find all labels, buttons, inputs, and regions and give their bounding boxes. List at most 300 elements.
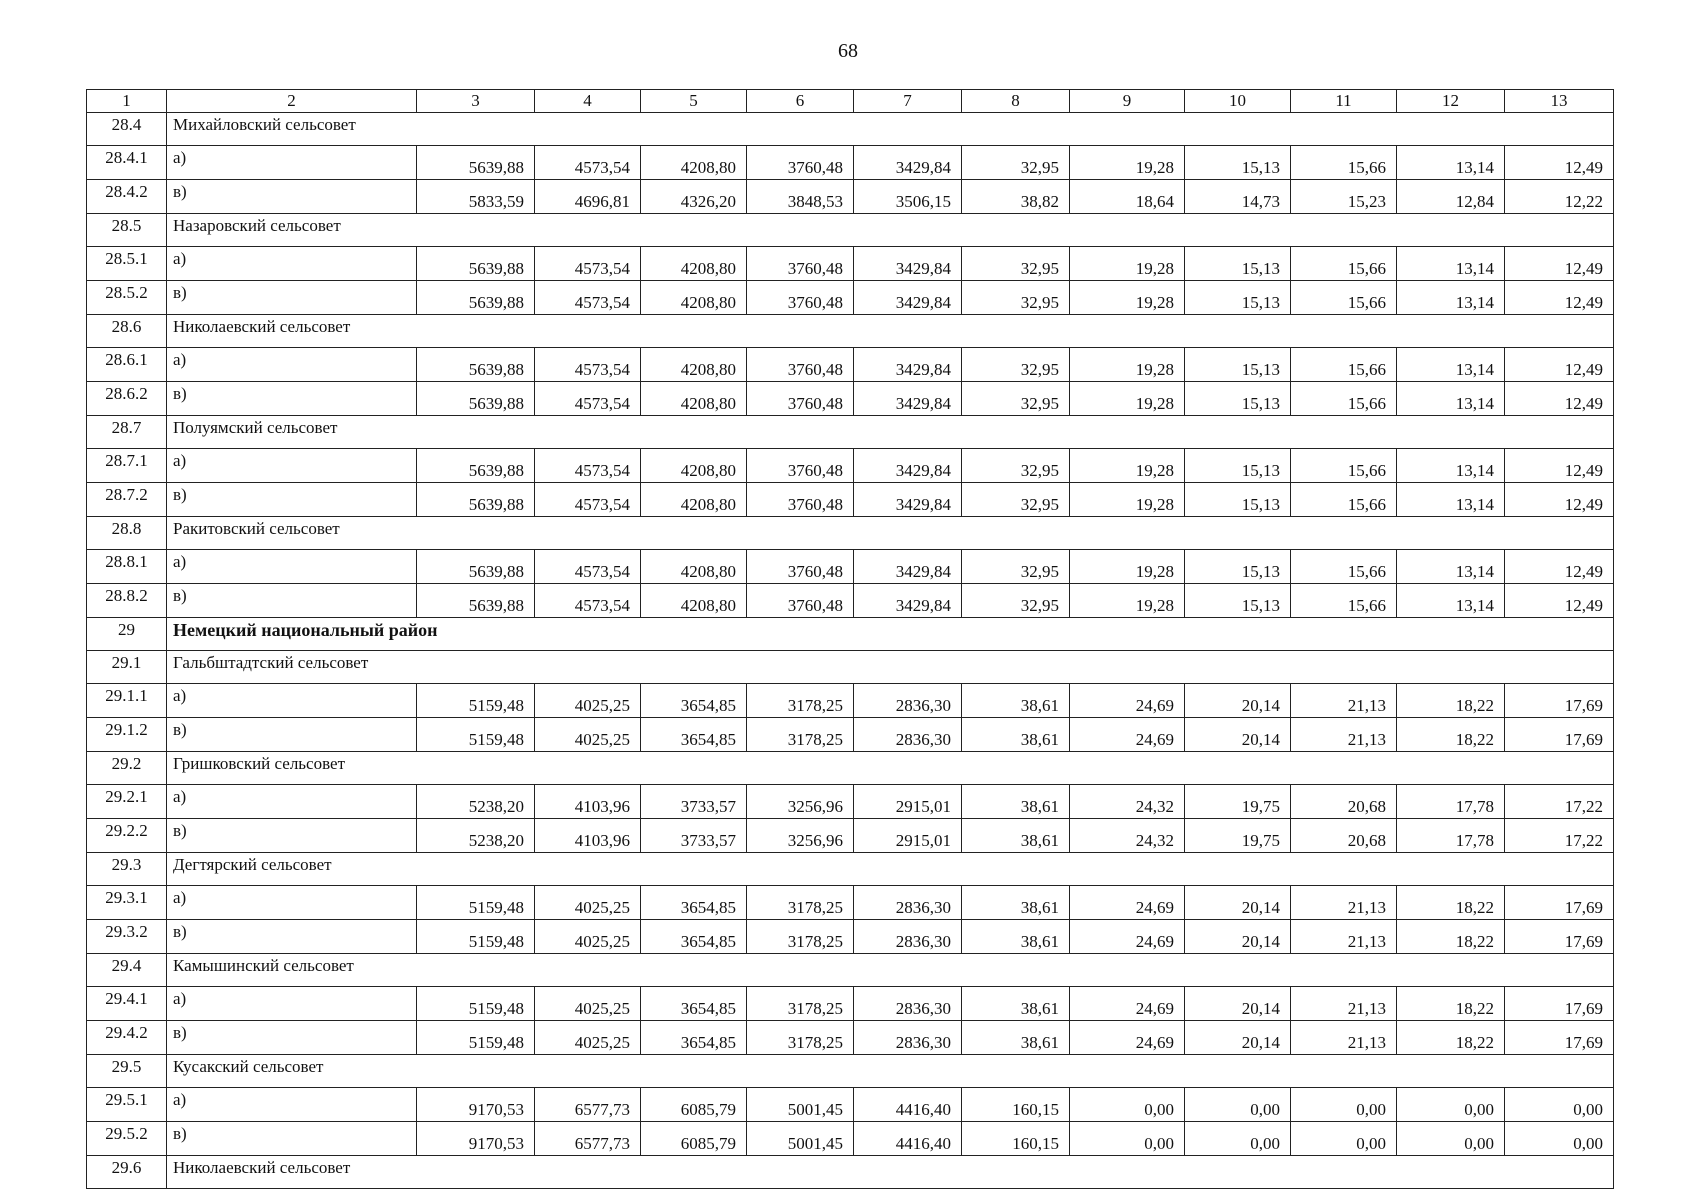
row-label: в) — [167, 1021, 417, 1055]
section-header-row — [87, 1055, 1614, 1088]
value-cell: 15,66 — [1291, 584, 1397, 618]
column-number-header: 11 — [1291, 90, 1397, 113]
column-number-header: 7 — [854, 90, 962, 113]
value-cell: 4025,25 — [535, 987, 641, 1021]
value-cell: 160,15 — [962, 1088, 1070, 1122]
value-cell: 5238,20 — [417, 819, 535, 853]
value-cell: 19,75 — [1185, 785, 1291, 819]
value-cell: 4208,80 — [641, 550, 747, 584]
value-cell: 13,14 — [1397, 281, 1505, 315]
section-header-row — [87, 214, 1614, 247]
table-row — [87, 886, 1614, 920]
value-cell: 5159,48 — [417, 987, 535, 1021]
column-number-header: 10 — [1185, 90, 1291, 113]
table-row — [87, 584, 1614, 618]
value-cell: 24,69 — [1070, 684, 1185, 718]
value-cell: 12,22 — [1505, 180, 1614, 214]
value-cell: 20,14 — [1185, 987, 1291, 1021]
value-cell: 3429,84 — [854, 281, 962, 315]
section-name: Кусакский сельсовет — [167, 1055, 1614, 1088]
value-cell: 18,22 — [1397, 1021, 1505, 1055]
value-cell: 9170,53 — [417, 1088, 535, 1122]
value-cell: 0,00 — [1397, 1088, 1505, 1122]
row-label: в) — [167, 281, 417, 315]
value-cell: 19,28 — [1070, 281, 1185, 315]
value-cell: 3429,84 — [854, 550, 962, 584]
value-cell: 3178,25 — [747, 1021, 854, 1055]
value-cell: 0,00 — [1397, 1122, 1505, 1156]
value-cell: 5159,48 — [417, 684, 535, 718]
value-cell: 17,22 — [1505, 785, 1614, 819]
section-code: 29.5 — [87, 1055, 167, 1088]
value-cell: 17,78 — [1397, 785, 1505, 819]
section-name: Камышинский сельсовет — [167, 954, 1614, 987]
table-body — [87, 90, 1614, 1189]
section-header-row — [87, 517, 1614, 550]
value-cell: 15,66 — [1291, 382, 1397, 416]
table-row — [87, 382, 1614, 416]
value-cell: 19,28 — [1070, 449, 1185, 483]
value-cell: 12,49 — [1505, 550, 1614, 584]
value-cell: 12,49 — [1505, 483, 1614, 517]
value-cell: 19,28 — [1070, 348, 1185, 382]
value-cell: 3178,25 — [747, 886, 854, 920]
value-cell: 18,22 — [1397, 684, 1505, 718]
value-cell: 2836,30 — [854, 886, 962, 920]
section-name: Гришковский сельсовет — [167, 752, 1614, 785]
column-number-header: 13 — [1505, 90, 1614, 113]
value-cell: 15,13 — [1185, 483, 1291, 517]
table-row — [87, 1122, 1614, 1156]
value-cell: 24,69 — [1070, 718, 1185, 752]
value-cell: 3654,85 — [641, 920, 747, 954]
section-name: Гальбштадтский сельсовет — [167, 651, 1614, 684]
value-cell: 17,69 — [1505, 987, 1614, 1021]
value-cell: 4208,80 — [641, 247, 747, 281]
table-row — [87, 449, 1614, 483]
table-row — [87, 348, 1614, 382]
value-cell: 3654,85 — [641, 1021, 747, 1055]
value-cell: 15,66 — [1291, 247, 1397, 281]
row-code: 28.6.1 — [87, 348, 167, 382]
row-label: в) — [167, 584, 417, 618]
value-cell: 3506,15 — [854, 180, 962, 214]
value-cell: 4573,54 — [535, 146, 641, 180]
value-cell: 3760,48 — [747, 382, 854, 416]
row-code: 28.5.1 — [87, 247, 167, 281]
value-cell: 9170,53 — [417, 1122, 535, 1156]
row-code: 28.4.1 — [87, 146, 167, 180]
row-code: 29.4.1 — [87, 987, 167, 1021]
value-cell: 5159,48 — [417, 886, 535, 920]
value-cell: 15,13 — [1185, 584, 1291, 618]
value-cell: 4326,20 — [641, 180, 747, 214]
value-cell: 5159,48 — [417, 920, 535, 954]
row-label: а) — [167, 785, 417, 819]
value-cell: 15,66 — [1291, 550, 1397, 584]
value-cell: 20,68 — [1291, 819, 1397, 853]
section-header-row — [87, 315, 1614, 348]
value-cell: 21,13 — [1291, 987, 1397, 1021]
value-cell: 15,66 — [1291, 483, 1397, 517]
section-name: Полуямский сельсовет — [167, 416, 1614, 449]
section-code: 28.5 — [87, 214, 167, 247]
value-cell: 38,61 — [962, 684, 1070, 718]
table-row — [87, 819, 1614, 853]
value-cell: 17,69 — [1505, 920, 1614, 954]
value-cell: 12,49 — [1505, 146, 1614, 180]
value-cell: 3760,48 — [747, 550, 854, 584]
value-cell: 13,14 — [1397, 584, 1505, 618]
value-cell: 12,49 — [1505, 449, 1614, 483]
value-cell: 20,14 — [1185, 1021, 1291, 1055]
value-cell: 0,00 — [1291, 1122, 1397, 1156]
table-row — [87, 180, 1614, 214]
value-cell: 13,14 — [1397, 550, 1505, 584]
section-code: 29.3 — [87, 853, 167, 886]
value-cell: 32,95 — [962, 483, 1070, 517]
value-cell: 3760,48 — [747, 348, 854, 382]
value-cell: 3654,85 — [641, 886, 747, 920]
row-code: 29.1.2 — [87, 718, 167, 752]
value-cell: 3429,84 — [854, 247, 962, 281]
value-cell: 0,00 — [1505, 1088, 1614, 1122]
value-cell: 13,14 — [1397, 348, 1505, 382]
value-cell: 2836,30 — [854, 718, 962, 752]
value-cell: 3178,25 — [747, 684, 854, 718]
value-cell: 21,13 — [1291, 684, 1397, 718]
value-cell: 32,95 — [962, 146, 1070, 180]
value-cell: 4573,54 — [535, 281, 641, 315]
value-cell: 3178,25 — [747, 718, 854, 752]
value-cell: 3760,48 — [747, 483, 854, 517]
row-code: 29.5.2 — [87, 1122, 167, 1156]
value-cell: 6577,73 — [535, 1088, 641, 1122]
value-cell: 3429,84 — [854, 348, 962, 382]
row-label: в) — [167, 483, 417, 517]
table-row — [87, 718, 1614, 752]
column-number-header: 6 — [747, 90, 854, 113]
value-cell: 4696,81 — [535, 180, 641, 214]
value-cell: 12,49 — [1505, 348, 1614, 382]
value-cell: 32,95 — [962, 550, 1070, 584]
section-name: Николаевский сельсовет — [167, 1156, 1614, 1189]
value-cell: 21,13 — [1291, 1021, 1397, 1055]
value-cell: 20,14 — [1185, 920, 1291, 954]
row-code: 29.2.2 — [87, 819, 167, 853]
value-cell: 20,14 — [1185, 684, 1291, 718]
value-cell: 15,13 — [1185, 281, 1291, 315]
value-cell: 19,28 — [1070, 483, 1185, 517]
value-cell: 12,49 — [1505, 584, 1614, 618]
value-cell: 3760,48 — [747, 449, 854, 483]
row-label: а) — [167, 247, 417, 281]
row-code: 28.8.2 — [87, 584, 167, 618]
value-cell: 5639,88 — [417, 550, 535, 584]
value-cell: 18,22 — [1397, 886, 1505, 920]
value-cell: 38,61 — [962, 886, 1070, 920]
value-cell: 19,28 — [1070, 584, 1185, 618]
value-cell: 19,28 — [1070, 550, 1185, 584]
value-cell: 4573,54 — [535, 382, 641, 416]
value-cell: 4573,54 — [535, 584, 641, 618]
value-cell: 3429,84 — [854, 382, 962, 416]
value-cell: 15,13 — [1185, 382, 1291, 416]
row-label: а) — [167, 146, 417, 180]
value-cell: 17,78 — [1397, 819, 1505, 853]
value-cell: 5159,48 — [417, 718, 535, 752]
value-cell: 14,73 — [1185, 180, 1291, 214]
section-header-row — [87, 853, 1614, 886]
value-cell: 5833,59 — [417, 180, 535, 214]
value-cell: 4208,80 — [641, 584, 747, 618]
section-header-row — [87, 954, 1614, 987]
section-code: 29.4 — [87, 954, 167, 987]
value-cell: 17,69 — [1505, 1021, 1614, 1055]
section-code: 29.1 — [87, 651, 167, 684]
value-cell: 24,69 — [1070, 987, 1185, 1021]
value-cell: 3760,48 — [747, 584, 854, 618]
value-cell: 38,61 — [962, 785, 1070, 819]
row-code: 28.6.2 — [87, 382, 167, 416]
value-cell: 4208,80 — [641, 382, 747, 416]
value-cell: 17,22 — [1505, 819, 1614, 853]
value-cell: 5639,88 — [417, 281, 535, 315]
value-cell: 12,49 — [1505, 247, 1614, 281]
value-cell: 2836,30 — [854, 987, 962, 1021]
section-name: Немецкий национальный район — [167, 618, 1614, 651]
row-label: в) — [167, 819, 417, 853]
value-cell: 21,13 — [1291, 718, 1397, 752]
value-cell: 15,23 — [1291, 180, 1397, 214]
row-code: 28.7.2 — [87, 483, 167, 517]
row-label: а) — [167, 348, 417, 382]
value-cell: 0,00 — [1185, 1122, 1291, 1156]
value-cell: 24,32 — [1070, 785, 1185, 819]
value-cell: 21,13 — [1291, 886, 1397, 920]
value-cell: 15,13 — [1185, 550, 1291, 584]
value-cell: 15,66 — [1291, 146, 1397, 180]
value-cell: 15,66 — [1291, 348, 1397, 382]
column-number-header: 9 — [1070, 90, 1185, 113]
value-cell: 38,61 — [962, 1021, 1070, 1055]
value-cell: 15,13 — [1185, 247, 1291, 281]
row-label: а) — [167, 684, 417, 718]
value-cell: 32,95 — [962, 348, 1070, 382]
section-header-row — [87, 113, 1614, 146]
value-cell: 3429,84 — [854, 449, 962, 483]
section-header-row — [87, 1156, 1614, 1189]
section-name: Николаевский сельсовет — [167, 315, 1614, 348]
value-cell: 5639,88 — [417, 146, 535, 180]
row-label: в) — [167, 718, 417, 752]
value-cell: 18,22 — [1397, 920, 1505, 954]
value-cell: 0,00 — [1070, 1088, 1185, 1122]
value-cell: 3848,53 — [747, 180, 854, 214]
table-row — [87, 483, 1614, 517]
row-label: а) — [167, 449, 417, 483]
value-cell: 20,68 — [1291, 785, 1397, 819]
value-cell: 38,82 — [962, 180, 1070, 214]
section-header-row — [87, 752, 1614, 785]
value-cell: 5159,48 — [417, 1021, 535, 1055]
table-row — [87, 785, 1614, 819]
value-cell: 0,00 — [1505, 1122, 1614, 1156]
value-cell: 5639,88 — [417, 247, 535, 281]
value-cell: 12,49 — [1505, 281, 1614, 315]
value-cell: 6085,79 — [641, 1088, 747, 1122]
table-row — [87, 281, 1614, 315]
row-code: 29.1.1 — [87, 684, 167, 718]
value-cell: 4416,40 — [854, 1122, 962, 1156]
value-cell: 32,95 — [962, 449, 1070, 483]
value-cell: 5001,45 — [747, 1088, 854, 1122]
district-header-row — [87, 618, 1614, 651]
value-cell: 3178,25 — [747, 987, 854, 1021]
table-row — [87, 247, 1614, 281]
value-cell: 24,69 — [1070, 886, 1185, 920]
section-header-row — [87, 416, 1614, 449]
value-cell: 4208,80 — [641, 281, 747, 315]
value-cell: 0,00 — [1070, 1122, 1185, 1156]
section-code: 28.7 — [87, 416, 167, 449]
value-cell: 3760,48 — [747, 247, 854, 281]
value-cell: 13,14 — [1397, 382, 1505, 416]
section-name: Дегтярский сельсовет — [167, 853, 1614, 886]
value-cell: 19,75 — [1185, 819, 1291, 853]
value-cell: 12,84 — [1397, 180, 1505, 214]
column-number-header: 2 — [167, 90, 417, 113]
value-cell: 5639,88 — [417, 348, 535, 382]
row-code: 28.4.2 — [87, 180, 167, 214]
value-cell: 6577,73 — [535, 1122, 641, 1156]
section-code: 29 — [87, 618, 167, 651]
value-cell: 3733,57 — [641, 819, 747, 853]
value-cell: 5639,88 — [417, 449, 535, 483]
column-number-header: 8 — [962, 90, 1070, 113]
section-code: 28.4 — [87, 113, 167, 146]
value-cell: 24,69 — [1070, 1021, 1185, 1055]
value-cell: 3256,96 — [747, 819, 854, 853]
row-label: в) — [167, 382, 417, 416]
section-code: 28.8 — [87, 517, 167, 550]
value-cell: 24,32 — [1070, 819, 1185, 853]
value-cell: 0,00 — [1185, 1088, 1291, 1122]
value-cell: 17,69 — [1505, 718, 1614, 752]
row-code: 29.4.2 — [87, 1021, 167, 1055]
row-code: 29.3.1 — [87, 886, 167, 920]
value-cell: 2915,01 — [854, 819, 962, 853]
table-row — [87, 684, 1614, 718]
table-row — [87, 920, 1614, 954]
value-cell: 5639,88 — [417, 483, 535, 517]
column-number-header: 12 — [1397, 90, 1505, 113]
section-code: 29.2 — [87, 752, 167, 785]
value-cell: 3429,84 — [854, 146, 962, 180]
value-cell: 20,14 — [1185, 718, 1291, 752]
value-cell: 5639,88 — [417, 584, 535, 618]
value-cell: 4573,54 — [535, 449, 641, 483]
row-code: 29.5.1 — [87, 1088, 167, 1122]
value-cell: 3654,85 — [641, 987, 747, 1021]
value-cell: 12,49 — [1505, 382, 1614, 416]
value-cell: 2915,01 — [854, 785, 962, 819]
value-cell: 3654,85 — [641, 684, 747, 718]
value-cell: 32,95 — [962, 281, 1070, 315]
value-cell: 4103,96 — [535, 819, 641, 853]
row-code: 29.3.2 — [87, 920, 167, 954]
value-cell: 19,28 — [1070, 247, 1185, 281]
value-cell: 13,14 — [1397, 247, 1505, 281]
row-code: 29.2.1 — [87, 785, 167, 819]
table-row — [87, 146, 1614, 180]
value-cell: 5639,88 — [417, 382, 535, 416]
value-cell: 3429,84 — [854, 584, 962, 618]
table-row — [87, 987, 1614, 1021]
tariff-table — [86, 89, 1614, 1189]
row-label: а) — [167, 550, 417, 584]
value-cell: 2836,30 — [854, 684, 962, 718]
column-number-header: 3 — [417, 90, 535, 113]
value-cell: 2836,30 — [854, 920, 962, 954]
value-cell: 38,61 — [962, 718, 1070, 752]
value-cell: 24,69 — [1070, 920, 1185, 954]
value-cell: 3654,85 — [641, 718, 747, 752]
value-cell: 4025,25 — [535, 684, 641, 718]
row-code: 28.5.2 — [87, 281, 167, 315]
section-name: Назаровский сельсовет — [167, 214, 1614, 247]
section-code: 28.6 — [87, 315, 167, 348]
value-cell: 4573,54 — [535, 550, 641, 584]
value-cell: 3256,96 — [747, 785, 854, 819]
value-cell: 19,28 — [1070, 382, 1185, 416]
row-label: в) — [167, 1122, 417, 1156]
value-cell: 6085,79 — [641, 1122, 747, 1156]
value-cell: 5001,45 — [747, 1122, 854, 1156]
value-cell: 38,61 — [962, 920, 1070, 954]
value-cell: 38,61 — [962, 819, 1070, 853]
value-cell: 4025,25 — [535, 1021, 641, 1055]
value-cell: 13,14 — [1397, 146, 1505, 180]
row-label: в) — [167, 920, 417, 954]
value-cell: 15,13 — [1185, 449, 1291, 483]
value-cell: 4208,80 — [641, 146, 747, 180]
row-label: а) — [167, 987, 417, 1021]
section-name: Михайловский сельсовет — [167, 113, 1614, 146]
column-number-header: 1 — [87, 90, 167, 113]
value-cell: 4208,80 — [641, 483, 747, 517]
value-cell: 13,14 — [1397, 449, 1505, 483]
value-cell: 19,28 — [1070, 146, 1185, 180]
value-cell: 4573,54 — [535, 483, 641, 517]
value-cell: 15,13 — [1185, 348, 1291, 382]
value-cell: 18,22 — [1397, 718, 1505, 752]
table-row — [87, 550, 1614, 584]
value-cell: 32,95 — [962, 247, 1070, 281]
value-cell: 15,66 — [1291, 281, 1397, 315]
value-cell: 4025,25 — [535, 718, 641, 752]
table-row — [87, 1088, 1614, 1122]
value-cell: 20,14 — [1185, 886, 1291, 920]
value-cell: 15,13 — [1185, 146, 1291, 180]
value-cell: 4208,80 — [641, 348, 747, 382]
value-cell: 13,14 — [1397, 483, 1505, 517]
value-cell: 4573,54 — [535, 247, 641, 281]
value-cell: 15,66 — [1291, 449, 1397, 483]
column-number-header: 4 — [535, 90, 641, 113]
value-cell: 0,00 — [1291, 1088, 1397, 1122]
section-name: Ракитовский сельсовет — [167, 517, 1614, 550]
